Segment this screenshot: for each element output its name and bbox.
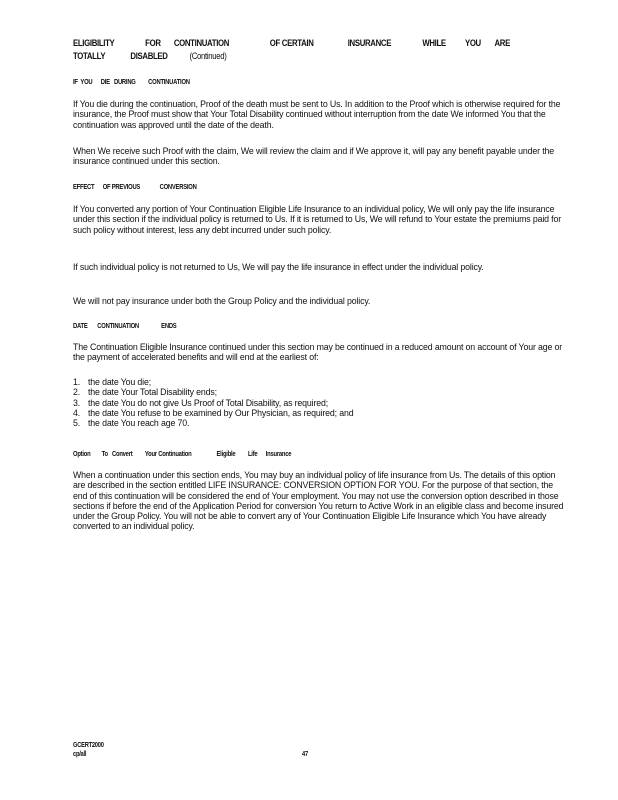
title-word: FOR	[145, 38, 161, 49]
section-heading-date-ends: DATE CONTINUATION ENDS	[73, 321, 177, 330]
list-text: the date You reach age 70.	[88, 418, 190, 429]
list-item	[73, 398, 569, 408]
paragraph: When a continuation under this section ends, You may buy an individual policy of life insurance from Us. The details of this option are described in the section entitled LIFE INSURANCE: CONVERSION OPTION FOR YOU. For the purpose of that section, the end of this continuation will be considered the end of Your employment. You may not use the conversion option described in those sections if before the end of the Application Period for conversion You return to Active Work in an eligible class and become insured under the Group Policy. You will not be able to convert any of Your Continuation Eligible Life Insurance which You have already converted to an individual policy.	[73, 470, 564, 532]
section-body-if-you-die-2	[73, 146, 569, 167]
paragraph: If such individual policy is not returned to Us, We will pay the life insurance in effect under the individual policy.	[73, 262, 484, 272]
section-body-date-ends	[73, 342, 569, 363]
list-text: the date Your Total Disability ends;	[88, 387, 217, 398]
section-heading-if-you-die: IF YOU DIE DURING CONTINUATION	[73, 77, 190, 86]
paragraph: The Continuation Eligible Insurance continued under this section may be continued in a reduced amount on account of Your age or the payment of accelerated benefits and will end at the earliest of:	[73, 342, 563, 363]
title-word: OF CERTAIN	[269, 38, 314, 49]
title-word: INSURANCE	[347, 38, 392, 49]
list-text: the date You die;	[88, 377, 152, 387]
list-number: 2.	[73, 387, 81, 398]
paragraph: If You die during the continuation, Proof of the death must be sent to Us. In addition to the Proof which is otherwise required for the insurance, the Proof must show that Your Total Disability continued without interruption from the date We informed You that the continuation was approved until the date of the death.	[73, 99, 561, 130]
title-word: WHILE	[422, 38, 446, 49]
page-title	[73, 37, 532, 63]
list-item	[73, 418, 569, 428]
end-conditions-list	[73, 377, 569, 428]
section-body-option	[73, 470, 569, 532]
title-word: YOU	[464, 38, 481, 49]
page-number: 47	[302, 751, 308, 758]
title-line-1	[73, 37, 532, 50]
footer-code: GCERT2000	[73, 742, 104, 749]
list-text: the date You do not give Us Proof of Total Disability, as required;	[88, 397, 328, 408]
list-item	[73, 387, 569, 397]
paragraph: When We receive such Proof with the claim, We will review the claim and if We approve it, will pay any benefit payable under the insurance continued under this section.	[73, 146, 554, 167]
footer-code-block	[73, 741, 104, 759]
list-number: 5.	[73, 418, 81, 429]
paragraph: If You converted any portion of Your Continuation Eligible Life Insurance to an individual policy, We will only pay the life insurance under this section if the individual policy is returned to Us. If it is returned to Us, We will refund to Your estate the premiums paid for such policy without interest, less any debt incurred under such policy.	[73, 204, 561, 235]
section-body-if-you-die	[73, 99, 569, 130]
list-number: 3.	[73, 397, 81, 408]
section-body-effect-3	[73, 296, 569, 306]
title-word: ELIGIBILITY	[73, 38, 115, 49]
title-word: ARE	[494, 38, 510, 49]
title-word: CONTINUATION	[173, 38, 230, 49]
title-word: TOTALLY	[73, 51, 106, 62]
title-word: DISABLED	[130, 51, 168, 62]
list-number: 1.	[73, 377, 81, 387]
section-heading-effect: EFFECT OF PREVIOUS CONVERSION	[73, 182, 197, 191]
title-line-2	[73, 50, 532, 63]
paragraph: We will not pay insurance under both the Group Policy and the individual policy.	[73, 296, 371, 306]
section-heading-option: Option To Convert Your Continuation Eligible Life Insurance	[73, 449, 292, 458]
footer-sub: cp/all	[73, 751, 87, 758]
section-body-effect-2	[73, 262, 569, 272]
list-text: the date You refuse to be examined by Our Physician, as required; and	[88, 407, 354, 418]
list-item	[73, 377, 569, 387]
section-body-effect	[73, 204, 569, 235]
title-word: (Continued)	[189, 51, 227, 62]
list-number: 4.	[73, 407, 81, 418]
list-item	[73, 408, 569, 418]
